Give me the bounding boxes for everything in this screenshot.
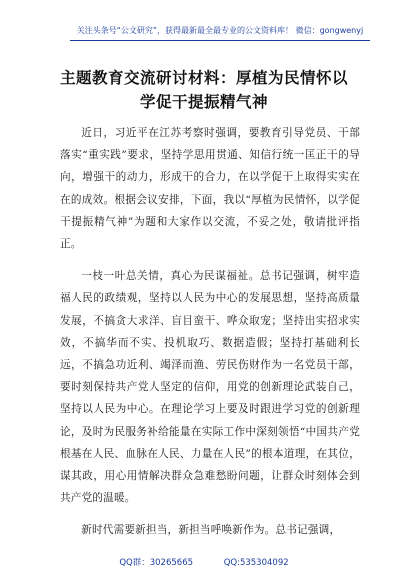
- footer: [0, 556, 408, 568]
- paragraph-3: 新时代需要新担当，新担当呼唤新作为。总书记强调，: [81, 524, 341, 537]
- paragraph-1: 近日，习近平在江苏考察时强调，要教育引导党员、干部落实“重实践”要求，坚持学思用贯通、知信行统一匡正干的导向，增强干的动力，形成干的合力，在以学促干上取得实实在在的成效。根据会议安排，下面，我以“厚植为民情怀，以学促干提振精气神”为题和大家作以交流，不妥之处，敬请批评指正。: [60, 127, 360, 251]
- paragraph-2: 一枝一叶总关情，真心为民谋福祉。总书记强调，树牢造福人民的政绩观，坚持以人民为中心的发展思想，坚持高质量发展，不搞贪大求洋、盲目蛮干、哗众取宠；坚持出实招求实效，不搞华而不实、投机取巧、数据造假；坚持打基础利长远，不搞急功近利、竭泽而渔、劳民伤财作为一名党员干部，要时刻保持共产党人坚定的信仰，用党的创新理论武装自己，坚持以人民为中心。在理论学习上要及时跟进学习党的创新理论，及时为民服务补给能量在实际工作中深刻领悟“中国共产党根基在人民、血脉在人民、力量在人民”的根本道理，在其位，谋其政，用心用情解决群众急难愁盼问题，让群众时刻体会到共产党的温暖。: [60, 270, 360, 505]
- title-line-2: 学促干提振精气神: [139, 93, 268, 111]
- footer-qq: QQ:535304092: [223, 558, 289, 568]
- header-banner: [70, 22, 370, 41]
- document-body: [60, 122, 360, 552]
- footer-qq-group: QQ群：30265665: [119, 558, 194, 568]
- header-banner-text: 关注头条号“公文研究”，获得最新最全最专业的公文资料库！ 微信：gongwenyj: [76, 26, 364, 35]
- title-line-1: 主题教育交流研讨材料：厚植为民情怀以: [59, 69, 348, 87]
- document-title: [44, 66, 364, 114]
